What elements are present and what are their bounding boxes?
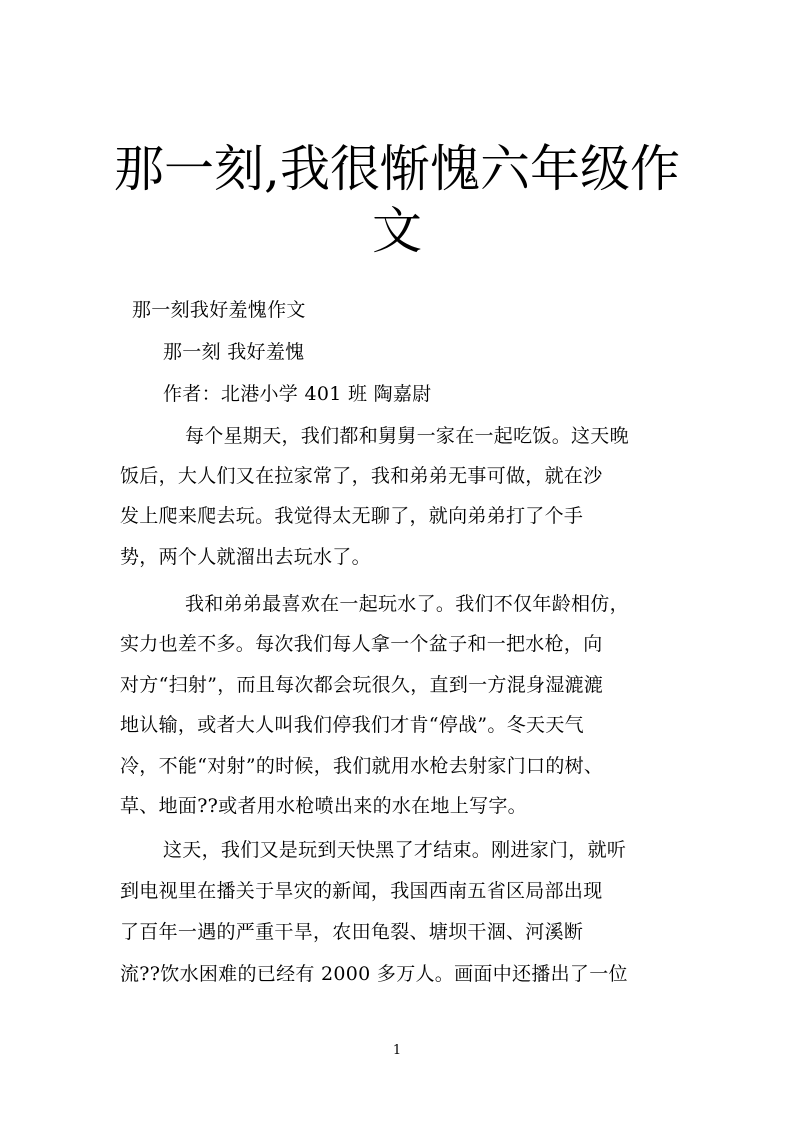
body-line: 冷，不能“对射”的时候，我们就用水枪去射家门口的树、 bbox=[120, 755, 604, 777]
author-line: 作者：北港小学 401 班 陶嘉尉 bbox=[163, 383, 432, 405]
body-line: 对方“扫射”，而且每次都会玩很久，直到一方混身湿漉漉 bbox=[120, 674, 604, 696]
body-line: 我和弟弟最喜欢在一起玩水了。我们不仅年龄相仿， bbox=[185, 593, 629, 615]
body-line: 地认输，或者大人叫我们停我们才肯“停战”。冬天天气 bbox=[120, 714, 584, 736]
body-line: 每个星期天，我们都和舅舅一家在一起吃饭。这天晚 bbox=[185, 425, 629, 447]
page-number: 1 bbox=[392, 1043, 402, 1058]
body-line: 到电视里在播关于旱灾的新闻，我国西南五省区局部出现 bbox=[120, 880, 603, 902]
heading: 那一刻 我好羞愧 bbox=[163, 341, 305, 363]
body-line: 流??饮水困难的已经有 2000 多万人。画面中还播出了一位 bbox=[120, 963, 628, 985]
body-line: 实力也差不多。每次我们每人拿一个盆子和一把水枪，向 bbox=[120, 633, 603, 655]
document-title: 那一刻,我很惭愧六年级作文 bbox=[114, 140, 680, 260]
body-line: 这天，我们又是玩到天快黑了才结束。刚进家门，就听 bbox=[163, 839, 627, 861]
body-line: 发上爬来爬去玩。我觉得太无聊了，就向弟弟打了个手 bbox=[120, 505, 584, 527]
body-line: 草、地面??或者用水枪喷出来的水在地上写字。 bbox=[120, 795, 527, 817]
body-line: 了百年一遇的严重干旱，农田龟裂、塘坝干涸、河溪断 bbox=[120, 921, 584, 943]
subtitle: 那一刻我好羞愧作文 bbox=[132, 299, 306, 321]
body-line: 饭后，大人们又在拉家常了，我和弟弟无事可做，就在沙 bbox=[120, 465, 603, 487]
body-line: 势，两个人就溜出去玩水了。 bbox=[120, 546, 371, 568]
